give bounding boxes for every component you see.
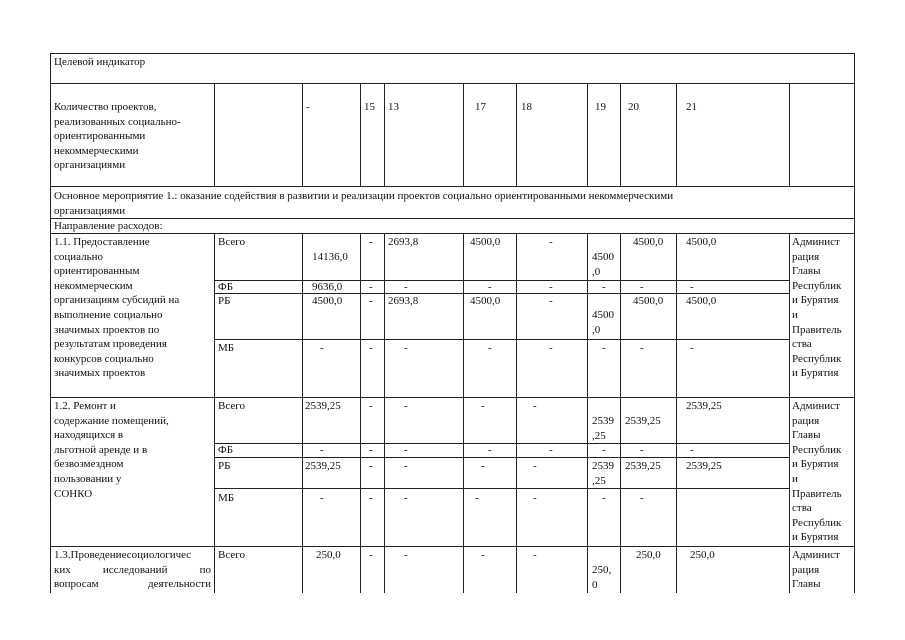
indicator-value-2015: 15 bbox=[364, 101, 375, 113]
column-line bbox=[516, 83, 517, 186]
funding-2015: - bbox=[369, 400, 373, 412]
row-line bbox=[214, 339, 789, 340]
event-1-3-name-line: 1.3.Проведениесоциологичес bbox=[54, 549, 192, 561]
row-line bbox=[50, 546, 855, 547]
funding-2018: - bbox=[549, 295, 553, 307]
funding-2019: 4500 ,0 bbox=[592, 309, 614, 336]
funding-total: 9636,0 bbox=[312, 281, 343, 293]
funding-2020: 2539,25 bbox=[625, 460, 661, 472]
indicator-value-2018: 18 bbox=[521, 101, 532, 113]
event-1-2-executor: Админист рация Главы Республик и Бурятия и Правитель ства Республик и Бурятия bbox=[792, 400, 842, 544]
funding-2017: - bbox=[488, 444, 492, 456]
funding-2019: 2539 ,25 bbox=[592, 460, 614, 487]
column-line bbox=[463, 83, 464, 186]
indicator-value-2020: 20 bbox=[628, 101, 639, 113]
funding-2015: - bbox=[369, 342, 373, 354]
funding-2020: - bbox=[640, 444, 644, 456]
funding-source: МБ bbox=[218, 492, 235, 504]
column-line bbox=[587, 233, 588, 593]
row-line bbox=[50, 186, 855, 187]
funding-2020: 2539,25 bbox=[625, 415, 661, 427]
table-border-right bbox=[854, 53, 855, 593]
funding-source: Всего bbox=[218, 400, 245, 412]
event-1-2-name: 1.2. Ремонт и содержание помещений, находящихся в льготной аренде и в безвозмездном пользовании у СОНКО bbox=[54, 400, 169, 500]
row-line bbox=[50, 83, 855, 84]
funding-2017: - bbox=[488, 342, 492, 354]
funding-2017: - bbox=[481, 549, 485, 561]
funding-source: Всего bbox=[218, 236, 245, 248]
funding-2020: - bbox=[640, 492, 644, 504]
column-line bbox=[302, 233, 303, 593]
event-1-3-name-line: вопросам деятельности bbox=[54, 578, 211, 590]
indicator-value-total: - bbox=[306, 101, 310, 113]
column-line bbox=[620, 83, 621, 186]
funding-total: 2539,25 bbox=[305, 460, 341, 472]
funding-2021: 250,0 bbox=[690, 549, 715, 561]
indicator-value-2019: 19 bbox=[595, 101, 606, 113]
row-line bbox=[50, 397, 855, 398]
funding-2018: - bbox=[533, 549, 537, 561]
funding-2018: - bbox=[549, 444, 553, 456]
column-line bbox=[620, 233, 621, 593]
funding-2016: - bbox=[404, 400, 408, 412]
funding-2021: 4500,0 bbox=[686, 295, 717, 307]
funding-2019: - bbox=[602, 492, 606, 504]
funding-2016: 2693,8 bbox=[388, 236, 419, 248]
funding-2015: - bbox=[369, 295, 373, 307]
funding-2018: - bbox=[549, 236, 553, 248]
funding-2019: - bbox=[602, 444, 606, 456]
event-1-1-name: 1.1. Предоставление социально ориентированным некоммерческим организациям субсидий на выполнение социально значимых проектов по результатам проведения конкурсов социально значимых проектов bbox=[54, 236, 180, 380]
column-line bbox=[587, 83, 588, 186]
funding-2020: - bbox=[640, 342, 644, 354]
expense-direction-label: Направление расходов: bbox=[54, 220, 163, 232]
funding-2017: - bbox=[475, 492, 479, 504]
main-event-title: Основное мероприятие 1.: оказание содействия в развитии и реализации проектов социально ориентированными некоммерческими организациями bbox=[54, 190, 674, 217]
funding-2018: - bbox=[533, 460, 537, 472]
row-line bbox=[50, 233, 855, 234]
funding-source: РБ bbox=[218, 460, 231, 472]
indicator-value-2021: 21 bbox=[686, 101, 697, 113]
funding-source: ФБ bbox=[218, 281, 234, 293]
funding-2018: - bbox=[533, 400, 537, 412]
funding-2018: - bbox=[549, 281, 553, 293]
funding-2017: 4500,0 bbox=[470, 295, 501, 307]
row-line bbox=[214, 443, 789, 444]
funding-total: 14136,0 bbox=[312, 251, 348, 263]
funding-2019: 4500 ,0 bbox=[592, 251, 614, 278]
column-line bbox=[676, 83, 677, 186]
funding-total: - bbox=[320, 444, 324, 456]
column-line bbox=[214, 83, 215, 186]
funding-2017: - bbox=[481, 460, 485, 472]
funding-2016: - bbox=[404, 342, 408, 354]
column-line bbox=[516, 233, 517, 593]
funding-2016: - bbox=[404, 281, 408, 293]
funding-2021: 2539,25 bbox=[686, 400, 722, 412]
row-line bbox=[214, 488, 789, 489]
funding-2020: 4500,0 bbox=[633, 236, 664, 248]
funding-2015: - bbox=[369, 460, 373, 472]
column-line bbox=[360, 83, 361, 186]
indicator-name: Количество проектов, реализованных социально- ориентированными некоммерческими организациями bbox=[54, 101, 181, 172]
indicator-value-2017: 17 bbox=[475, 101, 486, 113]
target-indicator-header: Целевой индикатор bbox=[54, 56, 146, 68]
funding-source: МБ bbox=[218, 342, 235, 354]
row-line bbox=[50, 53, 855, 54]
funding-2016: - bbox=[404, 492, 408, 504]
funding-2019: - bbox=[602, 281, 606, 293]
column-line bbox=[302, 83, 303, 186]
funding-2016: - bbox=[404, 549, 408, 561]
column-line bbox=[789, 83, 790, 186]
funding-2021: - bbox=[690, 281, 694, 293]
funding-2017: - bbox=[481, 400, 485, 412]
column-line bbox=[384, 233, 385, 593]
funding-source: ФБ bbox=[218, 444, 234, 456]
indicator-value-2016: 13 bbox=[388, 101, 399, 113]
funding-2016: 2693,8 bbox=[388, 295, 419, 307]
funding-2016: - bbox=[404, 444, 408, 456]
funding-2021: 2539,25 bbox=[686, 460, 722, 472]
funding-total: 2539,25 bbox=[305, 400, 341, 412]
funding-2015: - bbox=[369, 444, 373, 456]
funding-2019: 250, 0 bbox=[592, 564, 612, 591]
funding-2018: - bbox=[549, 342, 553, 354]
funding-2016: - bbox=[404, 460, 408, 472]
funding-source: РБ bbox=[218, 295, 231, 307]
column-line bbox=[463, 233, 464, 593]
funding-2021: - bbox=[690, 444, 694, 456]
table-border-left bbox=[50, 53, 51, 593]
funding-2021: - bbox=[690, 342, 694, 354]
funding-2019: 2539 ,25 bbox=[592, 415, 614, 442]
column-line bbox=[384, 83, 385, 186]
funding-total: - bbox=[320, 342, 324, 354]
funding-2018: - bbox=[533, 492, 537, 504]
funding-2017: - bbox=[488, 281, 492, 293]
funding-2020: - bbox=[640, 281, 644, 293]
funding-source: Всего bbox=[218, 549, 245, 561]
row-line bbox=[214, 280, 789, 281]
funding-2020: 4500,0 bbox=[633, 295, 664, 307]
column-line bbox=[676, 233, 677, 593]
event-1-3-name-line: ких исследований по bbox=[54, 564, 211, 576]
funding-total: - bbox=[320, 492, 324, 504]
funding-2015: - bbox=[369, 549, 373, 561]
funding-total: 4500,0 bbox=[312, 295, 343, 307]
funding-2021: 4500,0 bbox=[686, 236, 717, 248]
column-line bbox=[360, 233, 361, 593]
funding-2017: 4500,0 bbox=[470, 236, 501, 248]
funding-2015: - bbox=[369, 236, 373, 248]
funding-2015: - bbox=[369, 281, 373, 293]
event-1-1-executor: Админист рация Главы Республик и Бурятия и Правитель ства Республик и Бурятия bbox=[792, 236, 842, 380]
row-line bbox=[214, 457, 789, 458]
funding-total: 250,0 bbox=[316, 549, 341, 561]
funding-2015: - bbox=[369, 492, 373, 504]
event-1-3-executor: Админист рация Главы bbox=[792, 549, 840, 591]
funding-2020: 250,0 bbox=[636, 549, 661, 561]
column-line bbox=[214, 233, 215, 593]
funding-2019: - bbox=[602, 342, 606, 354]
column-line bbox=[789, 233, 790, 593]
